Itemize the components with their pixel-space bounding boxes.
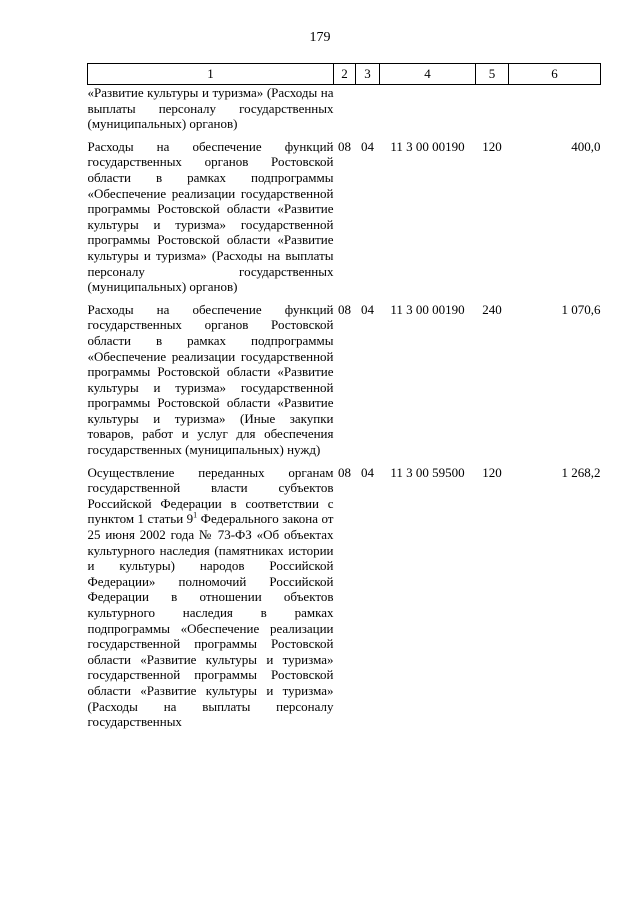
- row-description: «Развитие культуры и туризма» (Расходы на выплаты персоналу государственных (муниципальных) органов): [87, 85, 334, 132]
- row-amount: [509, 85, 601, 132]
- row-section: 08: [338, 464, 351, 480]
- page-number: 179: [309, 30, 331, 45]
- row-section: 08: [338, 138, 351, 154]
- row-description: Расходы на обеспечение функций государственных органов Ростовской области в рамках подпрограммы «Обеспечение реализации государственной программы Ростовской области «Развитие культуры и туризма» государственной программы Ростовской области «Развитие культуры и туризма» (Иные закупки товаров, работ и услуг для обеспечения государственных (муниципальных) нужд): [87, 301, 334, 458]
- table-header-row: [88, 64, 601, 85]
- row-description: [88, 465, 334, 730]
- column-header-4: 4: [380, 64, 476, 85]
- column-header-6: 6: [509, 64, 601, 85]
- row-section: [334, 85, 356, 132]
- row-subsection: [356, 85, 380, 132]
- table-row: [88, 85, 601, 132]
- row-subsection: 04: [361, 464, 374, 480]
- row-expense-type: 120: [482, 138, 502, 154]
- column-header-3: 3: [356, 64, 380, 85]
- row-subsection: 04: [361, 138, 374, 154]
- row-description-part-2: Федерального закона от 25 июня 2002 года № 73-ФЗ «Об объектах культурного наследия (памятниках истории и культуры) народов Российской Федерации» полномочий Российской Федерации в отношении объектов культурного наследия в рамках подпрограммы «Обеспечение реализации государственной программы Ростовской области «Развитие культуры и туризма» государственной программы Ростовской области «Развитие культуры и туризма» (Расходы на выплаты персоналу государственных: [87, 511, 334, 730]
- row-amount: 1 268,2: [561, 464, 601, 480]
- column-header-2: 2: [334, 64, 356, 85]
- row-expense-type: [476, 85, 509, 132]
- row-target-article: 11 3 00 00190: [390, 138, 465, 154]
- column-header-5: 5: [476, 64, 509, 85]
- table-row: [88, 465, 601, 730]
- footnote-superscript: 1: [193, 511, 198, 521]
- row-description: Расходы на обеспечение функций государственных органов Ростовской области в рамках подпрограммы «Обеспечение реализации государственной программы Ростовской области «Развитие культуры и туризма» государственной программы Ростовской области «Развитие культуры и туризма» (Расходы на выплаты персоналу государственных (муниципальных) органов): [87, 138, 334, 295]
- table-row: [88, 302, 601, 458]
- row-expense-type: 240: [482, 301, 502, 317]
- row-target-article: 11 3 00 00190: [390, 301, 465, 317]
- row-amount: 1 070,6: [561, 301, 601, 317]
- row-subsection: 04: [361, 301, 374, 317]
- row-description-part-1: Осуществление переданных органам государственной власти субъектов Российской Федерации в соответствии с пунктом 1 статьи 9: [87, 464, 334, 527]
- row-target-article: [380, 85, 476, 132]
- table-row: [88, 139, 601, 295]
- column-header-1: 1: [88, 64, 334, 85]
- row-target-article: 11 3 00 59500: [390, 464, 465, 480]
- row-expense-type: 120: [482, 464, 502, 480]
- budget-table: [87, 63, 601, 730]
- row-section: 08: [338, 301, 351, 317]
- row-amount: 400,0: [571, 138, 601, 154]
